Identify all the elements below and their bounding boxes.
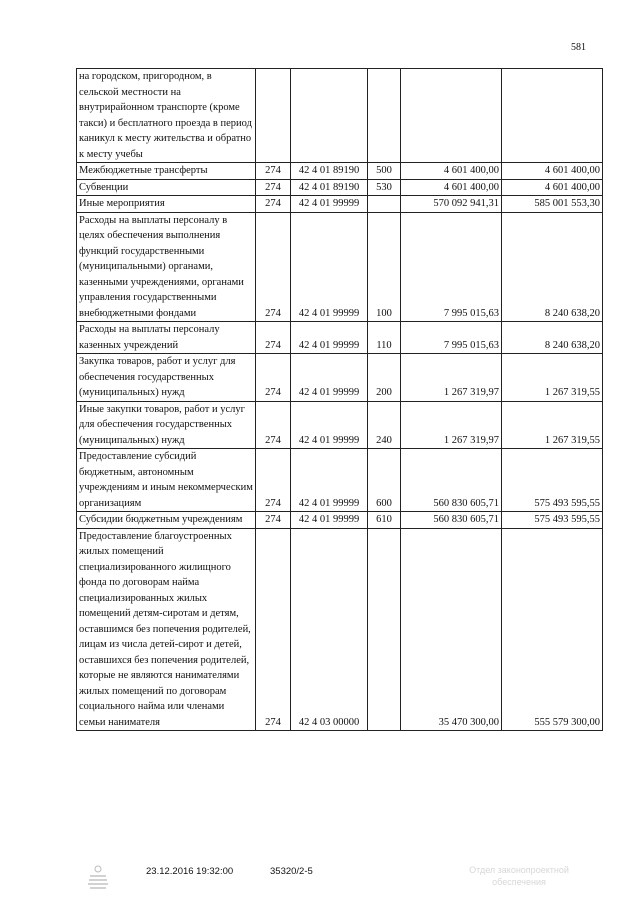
row-name-cell: Межбюджетные трансферты (77, 163, 256, 180)
row-year2-amount-cell: 585 001 553,30 (502, 196, 603, 213)
row-type-cell: 100 (368, 212, 401, 322)
row-name-cell: Субвенции (77, 179, 256, 196)
row-classifier-cell: 42 4 01 99999 (291, 512, 368, 529)
row-name-cell: Предоставление благоустроенных жилых помещений специализированного жилищного фонда по договорам найма специализированных жилых помещений детям-сиротам и детям, оставшимся без попечения родителей, лицам из числа детей-сирот и детей, оставшихся без попечения родителей, которые не являются нанимателями жилых помещений по договорам социального найма или членами семьи нанимателя (77, 528, 256, 731)
row-classifier-cell: 42 4 01 99999 (291, 401, 368, 449)
table-row (77, 528, 603, 731)
row-year2-amount-cell: 4 601 400,00 (502, 179, 603, 196)
row-year2-amount-cell: 575 493 595,55 (502, 449, 603, 512)
row-code-cell: 274 (256, 512, 291, 529)
row-name-cell: Расходы на выплаты персоналу казенных учреждений (77, 322, 256, 354)
row-year2-amount-cell: 1 267 319,55 (502, 401, 603, 449)
row-type-cell: 500 (368, 163, 401, 180)
row-code-cell (256, 69, 291, 163)
row-name-cell: Расходы на выплаты персоналу в целях обеспечения выполнения функций государственными (муниципальными) органами, казенными учреждениями, органами управления государственными внебюджетными фондами (77, 212, 256, 322)
row-year2-amount-cell: 8 240 638,20 (502, 212, 603, 322)
table-row (77, 179, 603, 196)
row-year1-amount-cell: 560 830 605,71 (401, 449, 502, 512)
row-code-cell: 274 (256, 354, 291, 402)
row-year1-amount-cell: 4 601 400,00 (401, 163, 502, 180)
table-row (77, 163, 603, 180)
table-row (77, 512, 603, 529)
row-code-cell: 274 (256, 528, 291, 731)
row-name-cell: Закупка товаров, работ и услуг для обеспечения государственных (муниципальных) нужд (77, 354, 256, 402)
row-code-cell: 274 (256, 196, 291, 213)
row-type-cell (368, 196, 401, 213)
budget-table-body (77, 69, 603, 731)
row-classifier-cell: 42 4 01 99999 (291, 212, 368, 322)
table-row (77, 196, 603, 213)
row-name-cell: на городском, пригородном, в сельской местности на внутрирайонном транспорте (кроме такси) и бесплатного проезда в период каникул к месту жительства и обратно к месту учебы (77, 69, 256, 163)
row-year2-amount-cell: 8 240 638,20 (502, 322, 603, 354)
page-number: 581 (571, 42, 586, 53)
row-year1-amount-cell: 1 267 319,97 (401, 354, 502, 402)
registration-stamp-icon (84, 864, 112, 892)
row-type-cell: 600 (368, 449, 401, 512)
row-year1-amount-cell (401, 69, 502, 163)
watermark (444, 864, 594, 888)
row-code-cell: 274 (256, 449, 291, 512)
footer-date: 23.12.2016 19:32:00 (146, 866, 234, 877)
watermark-line: обеспечения (492, 877, 546, 887)
row-classifier-cell: 42 4 01 99999 (291, 354, 368, 402)
row-year2-amount-cell: 4 601 400,00 (502, 163, 603, 180)
table-row (77, 354, 603, 402)
row-type-cell: 530 (368, 179, 401, 196)
row-name-cell: Предоставление субсидий бюджетным, автономным учреждениям и иным некоммерческим организациям (77, 449, 256, 512)
table-row (77, 401, 603, 449)
row-code-cell: 274 (256, 163, 291, 180)
footer-doc-number: 35320/2-5 (270, 866, 313, 877)
budget-table (76, 68, 603, 731)
row-code-cell: 274 (256, 401, 291, 449)
table-row (77, 322, 603, 354)
row-name-cell: Субсидии бюджетным учреждениям (77, 512, 256, 529)
row-code-cell: 274 (256, 212, 291, 322)
row-type-cell: 240 (368, 401, 401, 449)
row-classifier-cell: 42 4 01 89190 (291, 163, 368, 180)
row-type-cell: 610 (368, 512, 401, 529)
row-type-cell (368, 528, 401, 731)
footer (0, 864, 640, 894)
row-year1-amount-cell: 1 267 319,97 (401, 401, 502, 449)
row-year2-amount-cell: 1 267 319,55 (502, 354, 603, 402)
row-year1-amount-cell: 570 092 941,31 (401, 196, 502, 213)
row-classifier-cell: 42 4 01 99999 (291, 322, 368, 354)
watermark-line: Отдел законопроектной (469, 865, 569, 875)
row-year1-amount-cell: 7 995 015,63 (401, 212, 502, 322)
row-type-cell (368, 69, 401, 163)
row-year2-amount-cell (502, 69, 603, 163)
row-classifier-cell: 42 4 01 99999 (291, 449, 368, 512)
row-year2-amount-cell: 575 493 595,55 (502, 512, 603, 529)
table-row (77, 69, 603, 163)
row-type-cell: 200 (368, 354, 401, 402)
row-year1-amount-cell: 35 470 300,00 (401, 528, 502, 731)
table-row (77, 449, 603, 512)
row-type-cell: 110 (368, 322, 401, 354)
row-classifier-cell: 42 4 03 00000 (291, 528, 368, 731)
row-classifier-cell (291, 69, 368, 163)
row-name-cell: Иные закупки товаров, работ и услуг для обеспечения государственных (муниципальных) нужд (77, 401, 256, 449)
row-code-cell: 274 (256, 179, 291, 196)
row-classifier-cell: 42 4 01 89190 (291, 179, 368, 196)
row-year1-amount-cell: 4 601 400,00 (401, 179, 502, 196)
row-name-cell: Иные мероприятия (77, 196, 256, 213)
row-classifier-cell: 42 4 01 99999 (291, 196, 368, 213)
row-code-cell: 274 (256, 322, 291, 354)
row-year1-amount-cell: 7 995 015,63 (401, 322, 502, 354)
row-year2-amount-cell: 555 579 300,00 (502, 528, 603, 731)
row-year1-amount-cell: 560 830 605,71 (401, 512, 502, 529)
table-row (77, 212, 603, 322)
